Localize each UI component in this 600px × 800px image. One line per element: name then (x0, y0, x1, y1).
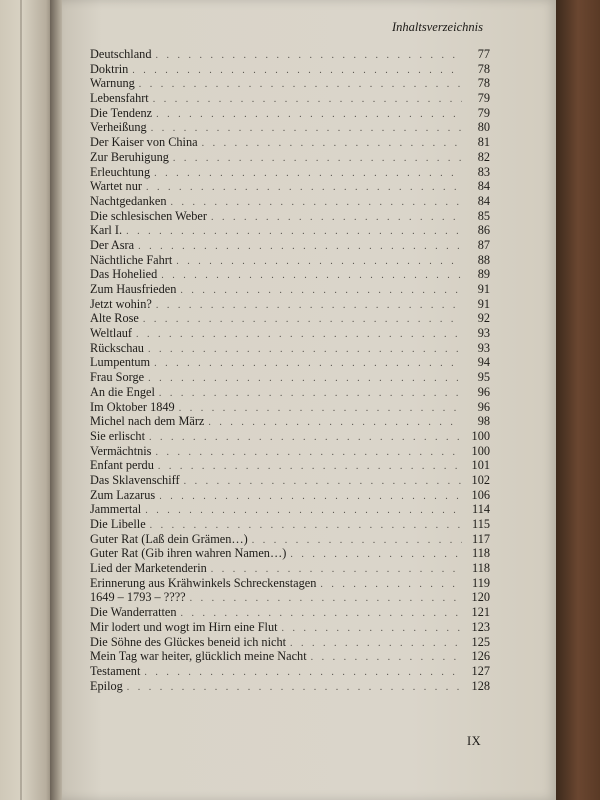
toc-dot-leader (176, 255, 462, 270)
toc-entry-title: Guter Rat (Gib ihren wahren Namen…) (90, 546, 287, 561)
toc-entry-page: 123 (471, 619, 490, 634)
toc-entry (90, 576, 490, 591)
toc-entry (90, 238, 490, 253)
toc-entry-title: Doktrin (90, 61, 129, 76)
toc-entry-title: Die Wanderratten (90, 605, 177, 620)
toc-dot-leader (173, 152, 462, 167)
toc-entry-title: Jammertal (90, 502, 142, 517)
toc-entry-title: Die schlesischen Weber (90, 208, 207, 223)
toc-entry (90, 311, 490, 326)
toc-entry-page: 100 (471, 428, 490, 443)
toc-entry-title: Sie erlischt (90, 428, 145, 443)
toc-dot-leader (211, 211, 462, 226)
page-edge-line (20, 0, 22, 800)
toc-entry-page: 114 (472, 502, 490, 517)
toc-entry (90, 150, 490, 165)
toc-dot-leader (155, 446, 462, 461)
toc-entry-title: Lied der Marketenderin (90, 561, 207, 576)
toc-entry-page: 91 (477, 282, 490, 296)
toc-entry-page: 106 (471, 487, 490, 502)
toc-entry-title: Der Kaiser von China (90, 135, 198, 150)
toc-entry (90, 106, 490, 121)
toc-dot-leader (155, 49, 462, 64)
toc-dot-leader (180, 284, 462, 299)
toc-entry (90, 253, 490, 268)
toc-entry (90, 282, 490, 297)
toc-entry (90, 517, 490, 532)
toc-entry (90, 297, 490, 312)
toc-dot-leader (282, 622, 462, 637)
toc-dot-leader (311, 651, 462, 666)
toc-entry-title: Lumpentum (90, 355, 151, 370)
toc-dot-leader (136, 328, 462, 343)
toc-dot-leader (138, 240, 462, 255)
toc-entry-page: 89 (477, 267, 490, 282)
toc-entry-title: Deutschland (90, 47, 152, 61)
toc-entry-title: Die Söhne des Glückes beneid ich nicht (90, 634, 287, 649)
toc-entry-page: 88 (477, 252, 490, 267)
toc-entry-page: 117 (472, 531, 490, 546)
toc-entry-page: 85 (477, 208, 490, 223)
toc-dot-leader (170, 196, 462, 211)
toc-entry (90, 91, 490, 106)
toc-dot-leader (150, 519, 462, 534)
toc-dot-leader (156, 299, 462, 314)
toc-entry-title: Jetzt wohin? (90, 296, 152, 311)
toc-entry-page: 120 (471, 590, 490, 605)
toc-entry-page: 80 (477, 120, 490, 135)
toc-entry-page: 91 (477, 296, 490, 311)
toc-entry-page: 84 (477, 193, 490, 208)
toc-entry-page: 86 (477, 223, 490, 238)
toc-entry-page: 83 (477, 164, 490, 179)
toc-entry-page: 81 (477, 135, 490, 150)
toc-entry-page: 118 (472, 561, 490, 576)
toc-entry-title: Die Libelle (90, 517, 146, 531)
toc-dot-leader (181, 607, 462, 622)
toc-entry-page: 119 (472, 575, 490, 590)
toc-entry-page: 126 (471, 649, 490, 664)
toc-dot-leader (179, 402, 462, 417)
toc-entry-page: 84 (477, 179, 490, 194)
toc-entry-page: 102 (471, 472, 490, 487)
toc-entry (90, 664, 490, 679)
toc-entry-page: 79 (477, 105, 490, 120)
book-cover-edge (556, 0, 600, 800)
toc-entry (90, 47, 490, 62)
toc-entry-title: Verheißung (90, 120, 147, 135)
toc-entry (90, 165, 490, 180)
toc-dot-leader (208, 416, 462, 431)
toc-entry (90, 194, 490, 209)
toc-entry-page: 118 (472, 546, 490, 561)
toc-entry (90, 590, 490, 605)
toc-entry-page: 94 (477, 355, 490, 370)
toc-entry-title: Mein Tag war heiter, glücklich meine Nacht (90, 649, 307, 664)
toc-entry-page: 128 (471, 678, 490, 693)
toc-entry-title: Enfant perdu (90, 458, 154, 473)
toc-entry-page: 93 (477, 326, 490, 341)
toc-entry (90, 326, 490, 341)
toc-entry-title: Erinnerung aus Krähwinkels Schreckenstagen (90, 575, 317, 590)
toc-entry (90, 223, 490, 238)
toc-dot-leader (252, 534, 462, 549)
toc-entry-title: Nachtgedanken (90, 193, 167, 208)
toc-entry-title: Lebensfahrt (90, 91, 149, 106)
toc-dot-leader (126, 225, 462, 240)
toc-entry (90, 370, 490, 385)
toc-dot-leader (144, 666, 462, 681)
toc-entry-page: 121 (471, 605, 490, 620)
toc-entry-title: Mir lodert und wogt im Hirn eine Flut (90, 619, 278, 634)
table-of-contents (90, 47, 490, 693)
toc-entry-page: 87 (477, 237, 490, 252)
toc-entry-title: Warnung (90, 76, 135, 91)
toc-entry-page: 82 (477, 149, 490, 164)
toc-entry (90, 444, 490, 459)
left-page-edge (0, 0, 54, 800)
toc-dot-leader (154, 167, 462, 182)
toc-entry-title: Alte Rose (90, 311, 139, 326)
toc-entry (90, 532, 490, 547)
toc-entry-title: Frau Sorge (90, 370, 145, 385)
toc-dot-leader (320, 578, 462, 593)
toc-dot-leader (290, 637, 462, 652)
toc-entry (90, 546, 490, 561)
toc-dot-leader (127, 681, 462, 696)
toc-dot-leader (132, 64, 462, 79)
toc-dot-leader (148, 372, 462, 387)
toc-entry (90, 429, 490, 444)
toc-dot-leader (161, 269, 462, 284)
toc-entry (90, 385, 490, 400)
toc-entry-title: Zur Beruhigung (90, 149, 169, 164)
toc-dot-leader (146, 181, 462, 196)
toc-entry-title: Die Tendenz (90, 105, 153, 120)
toc-entry (90, 267, 490, 282)
toc-dot-leader (149, 431, 462, 446)
toc-entry-page: 100 (471, 443, 490, 458)
toc-dot-leader (153, 93, 462, 108)
toc-entry (90, 135, 490, 150)
toc-entry-page: 127 (471, 663, 490, 678)
toc-dot-leader (290, 548, 462, 563)
toc-entry-page: 96 (477, 399, 490, 414)
toc-entry-page: 78 (477, 61, 490, 76)
toc-dot-leader (145, 504, 462, 519)
toc-entry (90, 120, 490, 135)
toc-entry (90, 76, 490, 91)
toc-dot-leader (184, 475, 462, 490)
toc-entry-page: 93 (477, 340, 490, 355)
toc-entry-title: Nächtliche Fahrt (90, 252, 173, 267)
toc-entry-title: Rückschau (90, 340, 144, 355)
toc-entry-title: Guter Rat (Laß dein Grämen…) (90, 531, 248, 546)
toc-entry-title: Vermächtnis (90, 443, 152, 458)
toc-entry-title: Das Sklavenschiff (90, 472, 180, 487)
toc-entry-page: 79 (477, 91, 490, 106)
toc-entry-title: Erleuchtung (90, 164, 151, 179)
toc-entry-page: 95 (477, 370, 490, 385)
toc-entry (90, 561, 490, 576)
toc-entry (90, 355, 490, 370)
toc-entry-page: 101 (471, 458, 490, 473)
toc-entry (90, 341, 490, 356)
toc-entry-title: Testament (90, 663, 141, 678)
toc-dot-leader (158, 460, 462, 475)
toc-entry-page: 92 (477, 311, 490, 326)
toc-dot-leader (156, 108, 462, 123)
toc-entry-page: 77 (477, 47, 490, 61)
toc-entry-title: An die Engel (90, 384, 155, 399)
toc-entry-title: Epilog (90, 678, 123, 693)
toc-entry-page: 78 (477, 76, 490, 91)
toc-entry (90, 488, 490, 503)
toc-entry (90, 502, 490, 517)
toc-entry (90, 473, 490, 488)
toc-entry-title: Der Asra (90, 237, 135, 252)
toc-entry-page: 96 (477, 384, 490, 399)
page-number: IX (467, 734, 482, 748)
toc-dot-leader (151, 122, 462, 137)
toc-entry (90, 62, 490, 77)
toc-entry-title: 1649 – 1793 – ???? (90, 590, 186, 605)
toc-entry-title: Michel nach dem März (90, 414, 205, 429)
toc-entry (90, 209, 490, 224)
toc-dot-leader (159, 490, 462, 505)
toc-entry-title: Das Hohelied (90, 267, 158, 282)
toc-entry (90, 649, 490, 664)
running-head: Inhaltsverzeichnis (392, 20, 483, 34)
toc-entry (90, 414, 490, 429)
toc-entry-page: 125 (471, 634, 490, 649)
toc-entry-title: Zum Hausfrieden (90, 282, 177, 296)
toc-entry (90, 179, 490, 194)
toc-entry-title: Im Oktober 1849 (90, 399, 175, 414)
toc-entry-title: Wartet nur (90, 179, 142, 194)
toc-entry-page: 115 (472, 517, 490, 531)
toc-entry (90, 679, 490, 694)
toc-entry (90, 458, 490, 473)
toc-entry-title: Zum Lazarus (90, 487, 156, 502)
toc-entry-title: Karl I. (90, 223, 123, 238)
toc-entry (90, 620, 490, 635)
toc-entry-title: Weltlauf (90, 326, 133, 341)
toc-entry-page: 98 (477, 414, 490, 429)
toc-dot-leader (159, 387, 462, 402)
toc-dot-leader (202, 137, 462, 152)
toc-entry (90, 635, 490, 650)
toc-dot-leader (148, 343, 462, 358)
toc-dot-leader (190, 592, 462, 607)
toc-entry (90, 400, 490, 415)
toc-dot-leader (211, 563, 462, 578)
toc-dot-leader (154, 357, 462, 372)
toc-dot-leader (139, 78, 462, 93)
toc-entry (90, 605, 490, 620)
toc-dot-leader (143, 313, 462, 328)
